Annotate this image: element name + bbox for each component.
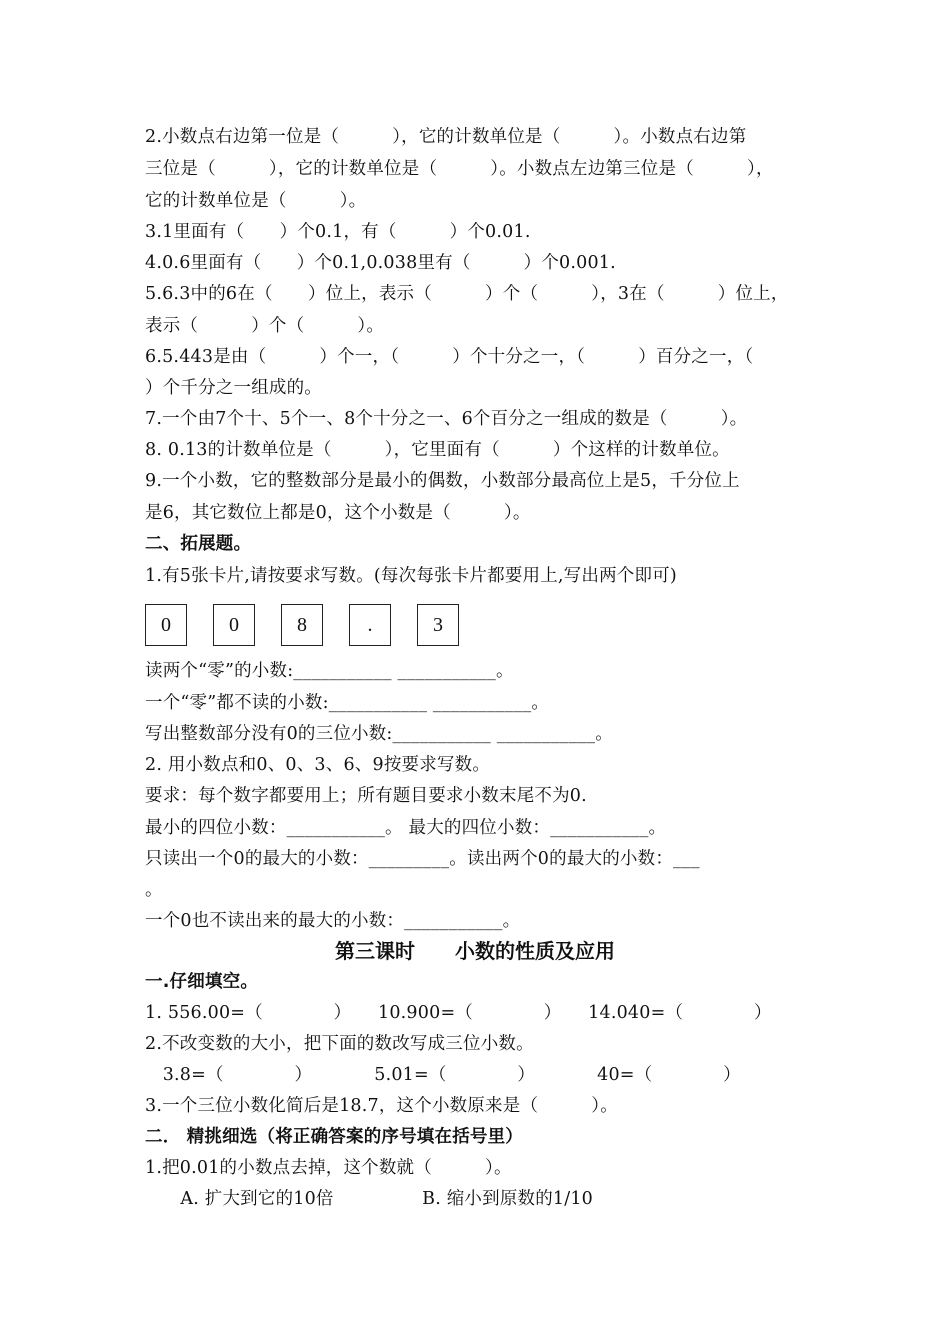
no-zero-line: 一个“零”都不读的小数:___________ ___________。 <box>145 693 550 713</box>
lesson3-q3: 3.一个三位小数化简后是18.7，这个小数原来是（ ）。 <box>145 1096 618 1116</box>
number-card: 3 <box>417 604 459 646</box>
min-max-line: 最小的四位小数：___________。 最大的四位小数：___________。 <box>145 818 667 838</box>
section2-q1: 1.有5张卡片,请按要求写数。(每次每张卡片都要用上,写出两个即可) <box>145 566 677 586</box>
lesson3-choice-q1: 1.把0.01的小数点去掉，这个数就（ ）。 <box>145 1158 512 1178</box>
q4-line: 4.0.6里面有（ ）个0.1,0.038里有（ ）个0.001. <box>145 253 616 273</box>
q2-line-1: 2.小数点右边第一位是（ ），它的计数单位是（ ）。小数点右边第 <box>145 127 747 147</box>
number-card: . <box>349 604 391 646</box>
lesson3-q2: 2.不改变数的大小，把下面的数改写成三位小数。 <box>145 1034 534 1054</box>
no-read-zero-line: 一个0也不读出来的最大的小数：___________。 <box>145 911 521 931</box>
q5-line-1: 5.6.3中的6在（ ）位上，表示（ ）个（ ），3在（ ）位上， <box>145 284 789 304</box>
lesson3-q1: 1. 556.00=（ ） 10.900=（ ） 14.040=（ ） <box>145 1003 772 1023</box>
number-card: 0 <box>145 604 187 646</box>
two-zero-line: 读两个“零”的小数:___________ ___________。 <box>145 661 514 681</box>
read-zero-line-end: 。 <box>145 880 163 900</box>
requirement-line: 要求：每个数字都要用上；所有题目要求小数末尾不为0. <box>145 786 587 806</box>
three-place-line: 写出整数部分没有0的三位小数:___________ ___________。 <box>145 724 613 744</box>
read-zero-line: 只读出一个0的最大的小数：_________。读出两个0的最大的小数：___ <box>145 849 700 869</box>
lesson3-heading: 第三课时 小数的性质及应用 <box>335 939 615 963</box>
q5-line-2: 表示（ ）个（ ）。 <box>145 316 385 336</box>
number-card: 8 <box>281 604 323 646</box>
lesson3-part1-title: 一.仔细填空。 <box>145 972 259 992</box>
q3-line: 3.1里面有（ ）个0.1，有（ ）个0.01. <box>145 222 531 242</box>
q6-line-1: 6.5.443是由（ ）个一，（ ）个十分之一，（ ）百分之一，（ <box>145 347 754 367</box>
lesson3-choice-options: A. 扩大到它的10倍 B. 缩小到原数的1/10 <box>145 1189 594 1209</box>
lesson3-part2-title: 二． 精挑细选（将正确答案的序号填在括号里） <box>145 1127 523 1147</box>
q7-line: 7.一个由7个十、5个一、8个十分之一、6个百分之一组成的数是（ ）。 <box>145 409 748 429</box>
q9-line-1: 9.一个小数，它的整数部分是最小的偶数，小数部分最高位上是5，千分位上 <box>145 471 740 491</box>
number-card: 0 <box>213 604 255 646</box>
lesson3-q2-items: 3.8=（ ） 5.01=（ ） 40=（ ） <box>145 1065 741 1085</box>
q2-line-2: 三位是（ ），它的计数单位是（ ）。小数点左边第三位是（ ）， <box>145 159 774 179</box>
q6-line-2: ）个千分之一组成的。 <box>145 378 322 398</box>
q2-line-3: 它的计数单位是（ ）。 <box>145 191 367 211</box>
section2-q2: 2. 用小数点和0、0、3、6、9按要求写数。 <box>145 755 491 775</box>
section2-title: 二、拓展题。 <box>145 534 252 554</box>
q9-line-2: 是6，其它数位上都是0，这个小数是（ ）。 <box>145 503 531 523</box>
q8-line: 8. 0.13的计数单位是（ ），它里面有（ ）个这样的计数单位。 <box>145 440 730 460</box>
